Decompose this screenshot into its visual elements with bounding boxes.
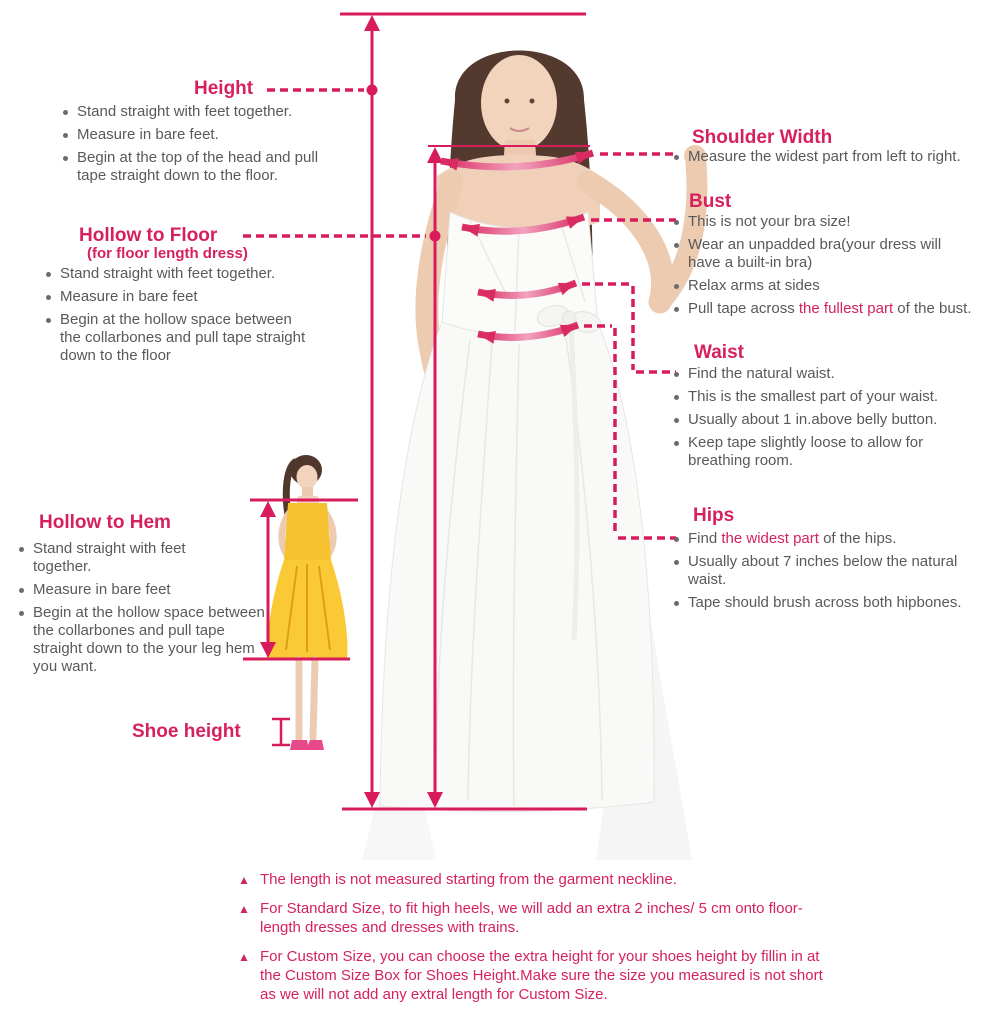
instruction-item: This is the smallest part of your waist. (672, 388, 946, 406)
note-text: For Custom Size, you can choose the extra height for your shoes height by fillin in at the Custom Size Box for Shoes Height.Make sure the size you measured is not short as we will not add any extral length for Custom Size. (260, 948, 823, 1003)
warning-triangle-icon: ▲ (238, 950, 250, 964)
note-text: The length is not measured starting from the garment neckline. (260, 871, 677, 888)
instruction-item: Usually about 1 in.above belly button. (672, 411, 946, 429)
instruction-item: Measure in bare feet (44, 288, 310, 306)
instruction-item: Stand straight with feet together. (44, 265, 310, 283)
instruction-item: Begin at the top of the head and pull tape straight down to the floor. (61, 149, 345, 185)
height-label: Height (194, 78, 254, 99)
height-instructions (61, 103, 345, 190)
instruction-item: Find the widest part of the hips. (672, 530, 988, 548)
waist-instructions (672, 365, 946, 475)
instruction-item: Keep tape slightly loose to allow for breathing room. (672, 434, 946, 470)
hollow-to-floor-instructions (44, 265, 310, 370)
note-item (238, 870, 835, 889)
yellow-dress-bodice (284, 503, 331, 562)
bust-instructions (672, 213, 972, 323)
hollow-to-floor-label: Hollow to Floor (79, 225, 218, 246)
model-face (481, 55, 557, 151)
small-model-shoe (290, 740, 309, 750)
instruction-item: Begin at the hollow space between the collarbones and pull tape straight down to the your leg hem you want. (17, 604, 278, 676)
hips-label: Hips (693, 505, 735, 526)
shoulder-width-instructions (672, 148, 961, 171)
instruction-item: Find the natural waist. (672, 365, 946, 383)
shoe-height-measure-line (272, 719, 290, 745)
main-model-figure (362, 51, 706, 861)
hollow-to-floor-sublabel: (for floor length dress) (87, 245, 248, 262)
small-model-face (297, 465, 318, 489)
note-item (238, 947, 835, 1004)
warning-triangle-icon: ▲ (238, 902, 250, 916)
hips-instructions (672, 530, 988, 617)
highlighted-text: the fullest part (798, 300, 894, 317)
hollow-to-hem-instructions (17, 540, 278, 681)
instruction-item: Stand straight with feet together. (17, 540, 208, 576)
gown-skirt (380, 322, 654, 812)
note-item (238, 899, 835, 937)
notes-section (238, 870, 838, 1014)
waist-label: Waist (694, 342, 744, 363)
instruction-item: Tape should brush across both hipbones. (672, 594, 988, 612)
instruction-item: This is not your bra size! (672, 213, 972, 231)
instruction-item: Measure in bare feet. (61, 126, 345, 144)
shoe-height-label: Shoe height (132, 721, 241, 742)
highlighted-text: the widest part (721, 530, 819, 547)
instruction-item: Measure the widest part from left to right. (672, 148, 961, 166)
instruction-item: Wear an unpadded bra(your dress will have a built-in bra) (672, 236, 966, 272)
hollow-to-hem-label: Hollow to Hem (39, 512, 171, 533)
small-model-shoe (306, 740, 324, 750)
instruction-item: Relax arms at sides (672, 277, 972, 295)
instruction-item: Pull tape across the fullest part of the bust. (672, 300, 972, 318)
note-text: For Standard Size, to fit high heels, we will add an extra 2 inches/ 5 cm onto floor-length dresses and dresses with trains. (260, 900, 803, 936)
warning-triangle-icon: ▲ (238, 873, 250, 887)
instruction-item: Usually about 7 inches below the natural waist. (672, 553, 988, 589)
bust-label: Bust (689, 191, 732, 212)
instruction-item: Stand straight with feet together. (61, 103, 345, 121)
instruction-item: Measure in bare feet (17, 581, 278, 599)
instruction-item: Begin at the hollow space between the collarbones and pull tape straight down to the floor (44, 311, 310, 365)
shoulder-width-label: Shoulder Width (692, 127, 833, 148)
